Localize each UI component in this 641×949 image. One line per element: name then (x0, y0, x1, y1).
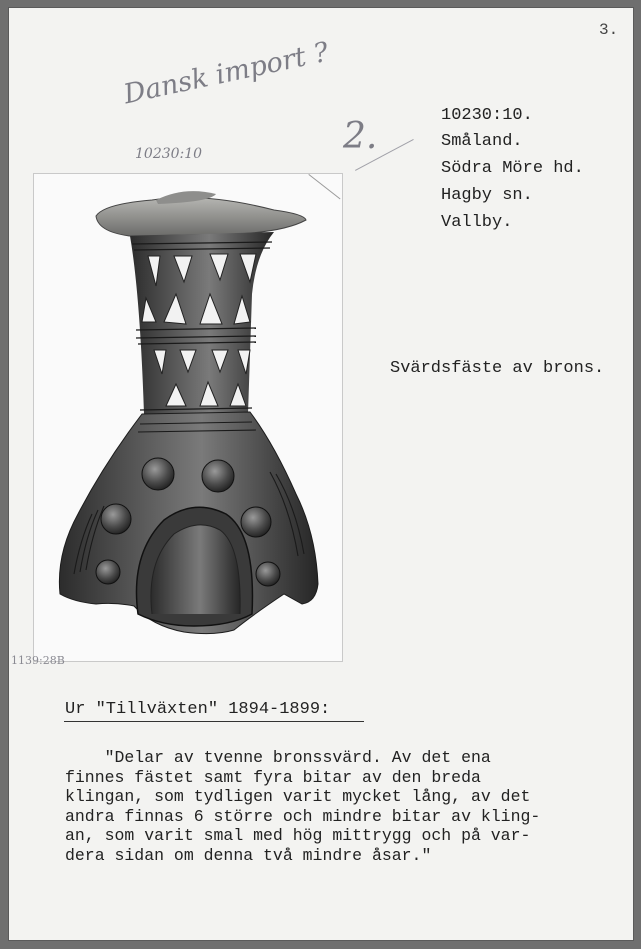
archive-card (9, 8, 633, 940)
quote-line: "Delar av tvenne bronssvärd. Av det ena (65, 748, 491, 767)
handwritten-note: Dansk import ? (121, 36, 332, 111)
artifact-photograph (33, 173, 343, 662)
quote-line: an, som varit smal med hög mittrygg och på var- (65, 826, 531, 845)
source-heading: Ur "Tillväxten" 1894-1899: (65, 700, 331, 719)
quote-line: finnes fästet samt fyra bitar av den breda (65, 767, 481, 787)
sword-hilt-image (34, 174, 342, 661)
catalog-parish: Hagby sn. (441, 186, 533, 205)
catalog-province: Småland. (441, 132, 523, 151)
catalog-code-handwritten: 1139:28B (11, 654, 65, 667)
quote-line: klingan, som tydligen varit mycket lång, av det (65, 787, 531, 806)
photo-caption: 10230:10 (135, 146, 203, 162)
heading-underline (64, 721, 364, 722)
object-description: Svärdsfäste av brons. (390, 359, 605, 378)
quote-line: dera sidan om denna två mindre åsar." (65, 845, 432, 865)
page-number: 3. (599, 21, 619, 39)
handwritten-note-mark: 2. (343, 116, 378, 157)
catalog-district: Södra Möre hd. (441, 159, 584, 178)
quote-line: andra finnas 6 större och mindre bitar av kling- (65, 806, 541, 826)
quoted-passage (65, 748, 540, 865)
catalog-number: 10230:10. (441, 106, 533, 125)
catalog-site: Vallby. (441, 213, 513, 232)
